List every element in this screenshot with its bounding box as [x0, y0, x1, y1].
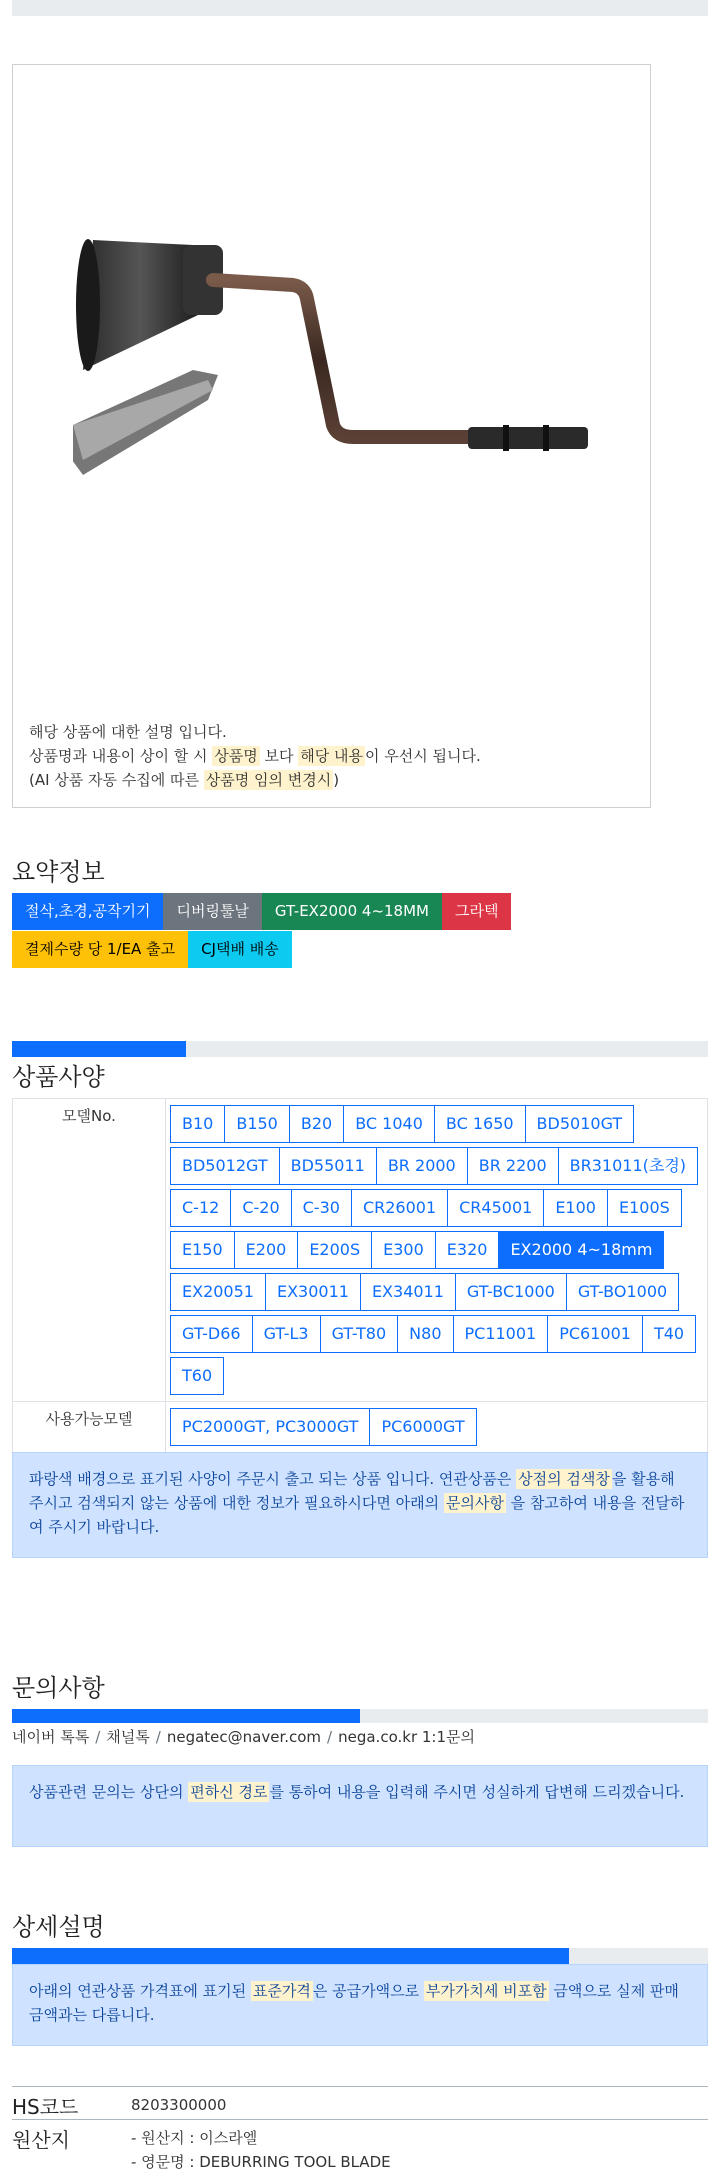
model-option[interactable]: PC11001	[453, 1315, 549, 1353]
model-option[interactable]: E200S	[297, 1231, 372, 1269]
detail-progress-bar	[12, 1948, 708, 1964]
spec-notice	[12, 1452, 708, 1558]
text: )	[333, 771, 340, 789]
text: (AI 상품 자동 수집에 따른	[29, 771, 204, 789]
inquiry-link[interactable]: nega.co.kr 1:1문의	[338, 1728, 475, 1746]
hs-code-row	[12, 2086, 708, 2119]
origin-line-1: - 원산지 : 이스라엘	[131, 2129, 258, 2147]
text: 상품관련 문의는 상단의	[29, 1783, 189, 1801]
model-option[interactable]: GT-L3	[252, 1315, 321, 1353]
model-option[interactable]: EX34011	[360, 1273, 456, 1311]
detail-notice	[12, 1964, 708, 2046]
summary-badge: CJ택배 배송	[188, 931, 292, 968]
model-option[interactable]: GT-BO1000	[566, 1273, 679, 1311]
model-option[interactable]: BR 2000	[376, 1147, 468, 1185]
model-row	[13, 1099, 708, 1402]
summary-badges-row-1	[12, 893, 511, 930]
spec-title: 상품사양	[12, 1063, 105, 1091]
summary-badges-row-2	[12, 931, 292, 968]
model-option[interactable]: E320	[435, 1231, 500, 1269]
product-image-box	[12, 64, 651, 808]
model-label: 모델No.	[13, 1099, 166, 1402]
model-option[interactable]: BD5012GT	[170, 1147, 280, 1185]
summary-badge: 절삭,초경,공작기기	[12, 893, 163, 930]
model-options	[167, 1100, 706, 1400]
model-option[interactable]: GT-T80	[320, 1315, 399, 1353]
model-option[interactable]: PC61001	[547, 1315, 643, 1353]
summary-badge: 그라텍	[442, 893, 511, 930]
highlight: 문의사항	[445, 1494, 504, 1512]
inquiry-progress-bar	[12, 1709, 708, 1723]
model-option[interactable]: BD55011	[279, 1147, 377, 1185]
model-option[interactable]: BC 1040	[343, 1105, 435, 1143]
summary-badge: 디버링툴날	[163, 893, 261, 930]
model-option[interactable]: N80	[397, 1315, 453, 1353]
compat-model-option[interactable]: PC6000GT	[369, 1408, 476, 1446]
model-option[interactable]: E150	[170, 1231, 235, 1269]
origin-value	[131, 2126, 391, 2174]
link-separator: /	[155, 1728, 161, 1746]
inquiry-link[interactable]: negatec@naver.com	[166, 1728, 322, 1746]
highlight: 상점의 검색창	[518, 1470, 610, 1488]
text: 이 우선시 됩니다.	[364, 747, 481, 765]
text: 파랑색 배경으로 표기된 사양이 주문시 출고 되는 상품 입니다. 연관상품은	[29, 1470, 517, 1488]
model-option[interactable]: E100	[543, 1189, 608, 1227]
model-option[interactable]: EX20051	[170, 1273, 266, 1311]
text: 을 활용해 주시고 검색되지 않는 상품에 대한 정보가 필요하시다면 아래의	[29, 1470, 675, 1512]
summary-title: 요약정보	[12, 858, 105, 886]
top-progress-bar	[12, 0, 708, 16]
highlight: 해당 내용	[300, 747, 363, 765]
compat-label: 사용가능모델	[13, 1402, 166, 1453]
model-option[interactable]: CR45001	[447, 1189, 544, 1227]
model-option[interactable]: BR 2200	[467, 1147, 559, 1185]
progress-fill	[12, 1709, 360, 1723]
model-option[interactable]: EX2000 4~18mm	[498, 1231, 664, 1269]
origin-row	[12, 2119, 708, 2169]
text: 보다	[259, 747, 299, 765]
model-option[interactable]: E200	[234, 1231, 299, 1269]
description-line-1: 해당 상품에 대한 설명 입니다.	[29, 723, 227, 741]
model-option[interactable]: C-30	[291, 1189, 352, 1227]
highlight: 표준가격	[252, 1982, 311, 2000]
highlight: 상품명 임의 변경시	[205, 771, 332, 789]
text: 아래의 연관상품 가격표에 표기된	[29, 1982, 251, 2000]
model-option[interactable]: CR26001	[351, 1189, 448, 1227]
product-description	[29, 720, 481, 792]
link-separator: /	[327, 1728, 333, 1746]
spec-progress-bar	[12, 1041, 708, 1057]
compat-model-option[interactable]: PC2000GT, PC3000GT	[170, 1408, 370, 1446]
model-options-cell	[166, 1099, 708, 1402]
highlight: 편하신 경로	[190, 1783, 268, 1801]
highlight: 상품명	[214, 747, 258, 765]
compat-options	[167, 1403, 706, 1451]
model-option[interactable]: GT-D66	[170, 1315, 253, 1353]
model-option[interactable]: B20	[289, 1105, 344, 1143]
compat-row	[13, 1402, 708, 1453]
description-line-2	[29, 744, 481, 768]
inquiry-link[interactable]: 네이버 톡톡	[12, 1728, 90, 1746]
model-option[interactable]: T60	[170, 1357, 224, 1395]
inquiry-title: 문의사항	[12, 1674, 105, 1702]
text: 상품명과 내용이 상이 할 시	[29, 747, 213, 765]
link-separator: /	[95, 1728, 101, 1746]
summary-badge: 결제수량 당 1/EA 출고	[12, 931, 188, 968]
progress-fill	[12, 1041, 186, 1057]
model-option[interactable]: B10	[170, 1105, 225, 1143]
model-option[interactable]: B150	[224, 1105, 290, 1143]
product-image	[73, 175, 623, 525]
model-option[interactable]: C-12	[170, 1189, 231, 1227]
spec-table	[12, 1098, 708, 1453]
model-option[interactable]: GT-BC1000	[455, 1273, 567, 1311]
text: 은 공급가액으로	[312, 1982, 424, 2000]
hs-code-label: HS코드	[12, 2095, 79, 2119]
highlight: 부가가치세 비포함	[425, 1982, 547, 2000]
text: 를 통하여 내용을 입력해 주시면 성실하게 답변해 드리겠습니다.	[269, 1783, 685, 1801]
model-option[interactable]: C-20	[230, 1189, 291, 1227]
description-line-3	[29, 768, 481, 792]
text: 금액으로 실제 판매금액과는 다릅니다.	[29, 1982, 679, 2024]
inquiry-notice	[12, 1765, 708, 1847]
model-option[interactable]: E300	[371, 1231, 436, 1269]
inquiry-link[interactable]: 채널톡	[106, 1728, 150, 1746]
compat-options-cell	[166, 1402, 708, 1453]
model-option[interactable]: EX30011	[265, 1273, 361, 1311]
progress-fill	[12, 1948, 569, 1964]
text: 을 참고하여 내용을 전달하여 주시기 바랍니다.	[29, 1494, 685, 1536]
origin-line-2: - 영문명 : DEBURRING TOOL BLADE	[131, 2153, 391, 2171]
inquiry-links	[12, 1726, 475, 1747]
model-option[interactable]: BD5010GT	[525, 1105, 635, 1143]
summary-badge: GT-EX2000 4~18MM	[262, 893, 442, 930]
hs-code-value: 8203300000	[131, 2096, 227, 2114]
model-option[interactable]: T40	[642, 1315, 696, 1353]
detail-title: 상세설명	[12, 1913, 105, 1941]
model-option[interactable]: BC 1650	[434, 1105, 526, 1143]
model-option[interactable]: E100S	[607, 1189, 682, 1227]
model-option[interactable]: BR31011(초경)	[558, 1147, 698, 1185]
origin-label: 원산지	[12, 2128, 70, 2152]
